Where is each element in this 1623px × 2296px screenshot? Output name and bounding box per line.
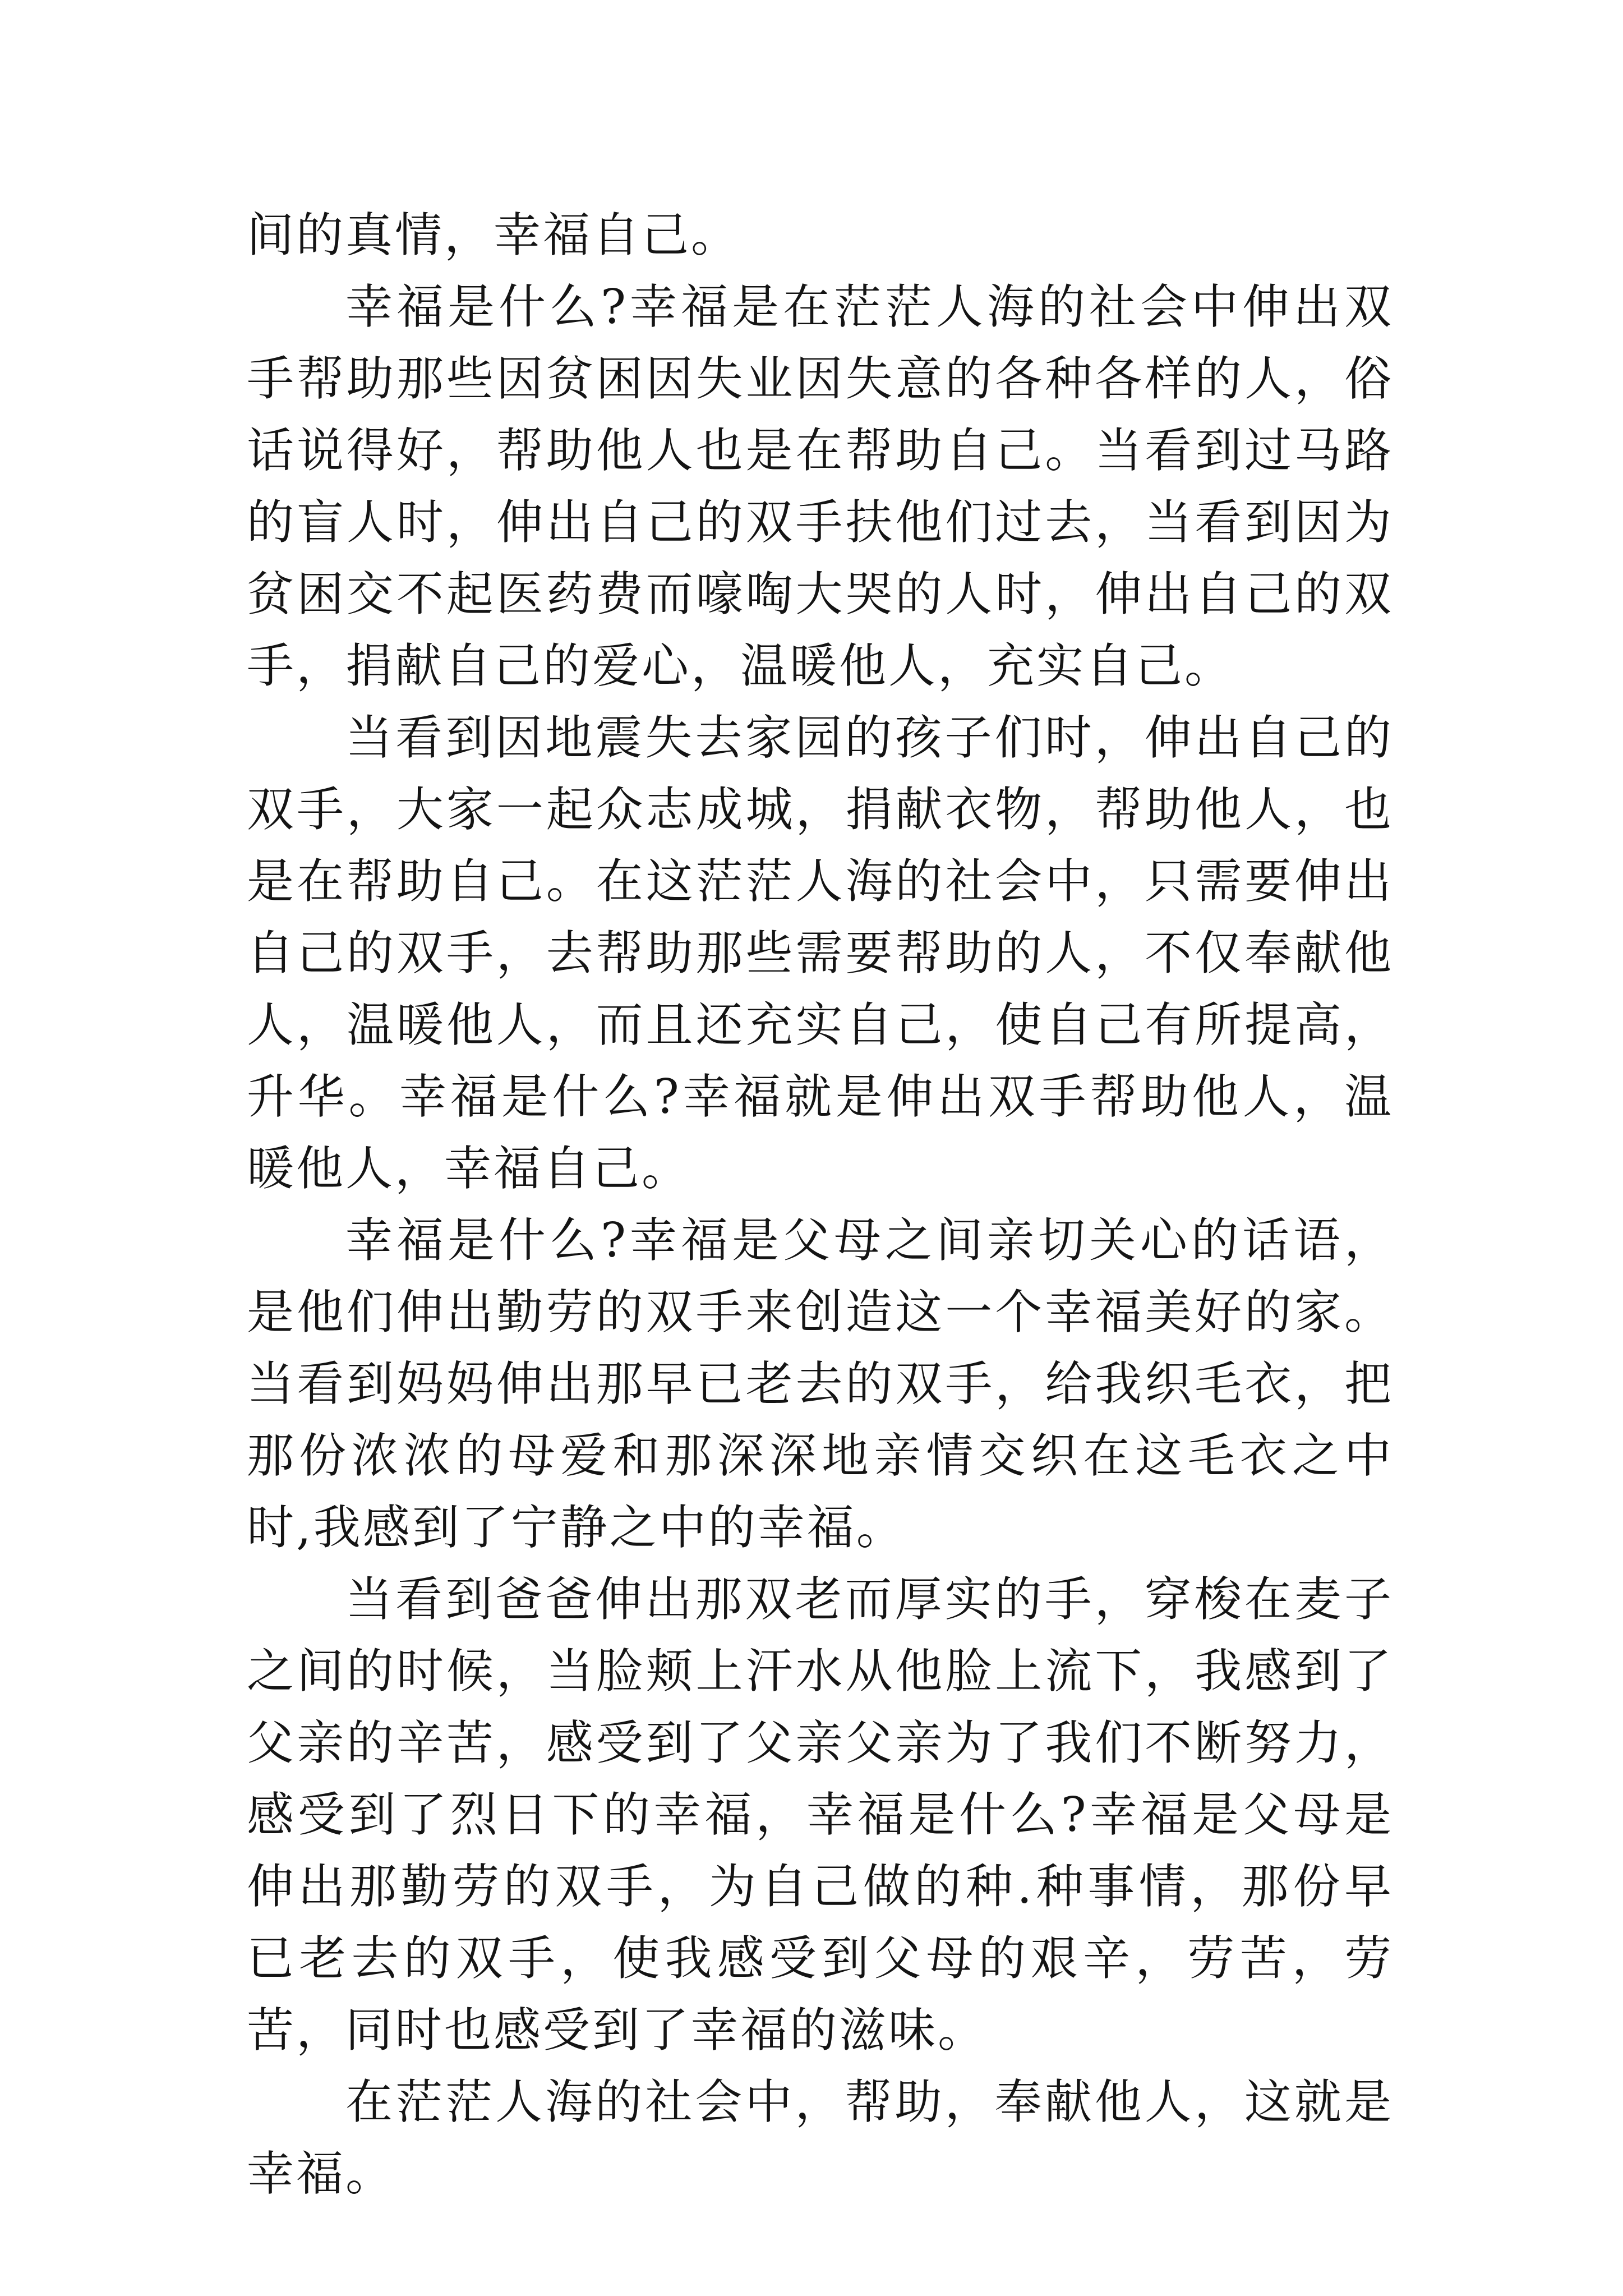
paragraph: 在茫茫人海的社会中，帮助，奉献他人，这就是幸福。 bbox=[247, 2074, 1394, 2201]
paragraph: 幸福是什么?幸福是在茫茫人海的社会中伸出双手帮助那些因贫困因失业因失意的各种各样的人，俗话说得好，帮助他人也是在帮助自己。当看到过马路的盲人时，伸出自己的双手扶他们过去，当看到因为贫困交不起医药费而嚎啕大哭的人时，伸出自己的双手，捐献自己的爱心，温暖他人，充实自己。 bbox=[247, 279, 1394, 693]
essay-body bbox=[247, 199, 1394, 2210]
paragraph: 当看到爸爸伸出那双老而厚实的手，穿梭在麦子之间的时候，当脸颊上汗水从他脸上流下，我感到了父亲的辛苦，感受到了父亲父亲为了我们不断努力，感受到了烈日下的幸福，幸福是什么?幸福是父母是伸出那勤劳的双手，为自己做的种.种事情，那份早已老去的双手，使我感受到父母的艰辛，劳苦，劳苦，同时也感受到了幸福的滋味。 bbox=[247, 1572, 1394, 2058]
paragraph: 幸福是什么?幸福是父母之间亲切关心的话语，是他们伸出勤劳的双手来创造这一个幸福美好的家。当看到妈妈伸出那早已老去的双手，给我织毛衣，把那份浓浓的母爱和那深深地亲情交织在这毛衣之中时,我感到了宁静之中的幸福。 bbox=[247, 1213, 1394, 1555]
paragraph-continuation: 间的真情，幸福自己。 bbox=[247, 208, 741, 263]
paragraph: 当看到因地震失去家园的孩子们时，伸出自己的双手，大家一起众志成城，捐献衣物，帮助他人，也是在帮助自己。在这茫茫人海的社会中，只需要伸出自己的双手，去帮助那些需要帮助的人，不仅奉献他人，温暖他人，而且还充实自己，使自己有所提高，升华。幸福是什么?幸福就是伸出双手帮助他人，温暖他人，幸福自己。 bbox=[247, 710, 1394, 1196]
